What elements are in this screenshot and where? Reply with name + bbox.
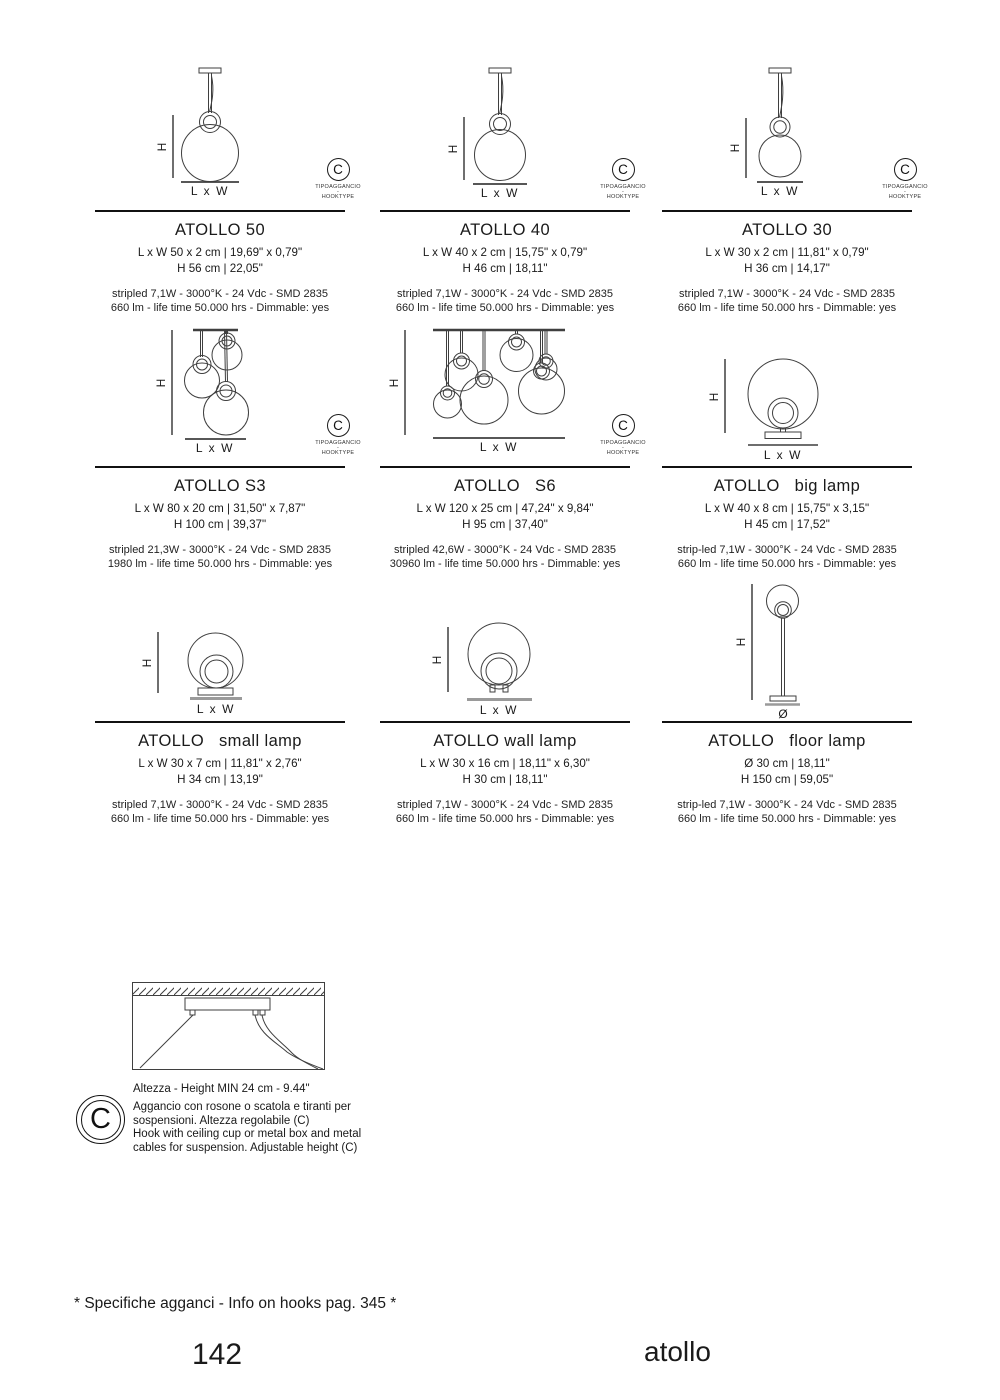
product-dimensions: L x W 30 x 16 cm | 18,11" x 6,30" H 30 cm | 18,11" (420, 757, 590, 786)
h-dim-label: H (387, 378, 401, 388)
hook-type-badge: C TIPOAGGANCIO - HOOKTYPE (585, 158, 661, 200)
hook-label: TIPOAGGANCIO (315, 184, 361, 190)
product-cell-atollo-s3 (95, 316, 361, 571)
product-specs: stripled 21,3W - 3000°K - 24 Vdc - SMD 2835 1980 lm - life time 50.000 hrs - Dimmable: yes (107, 544, 333, 570)
section-divider (662, 466, 912, 468)
atollo-floor-lamp-drawing (662, 581, 912, 721)
height-min-note: Altezza - Height MIN 24 cm - 9.44" (133, 1083, 310, 1095)
product-cell-atollo-big-lamp (662, 316, 912, 571)
product-dimensions: L x W 120 x 25 cm | 47,24" x 9,84" H 95 cm | 37,40" (416, 502, 594, 531)
h-dim-label: H (140, 658, 154, 668)
product-title: ATOLLO big lamp (713, 477, 861, 495)
hook-type-badge: C TIPOAGGANCIO - HOOKTYPE (867, 158, 943, 200)
diameter-dim-label: Ø (778, 707, 788, 721)
section-divider (662, 210, 912, 212)
product-title: ATOLLO 30 (741, 221, 833, 239)
product-cell-atollo-40 (380, 60, 646, 315)
product-dimensions: L x W 50 x 2 cm | 19,69" x 0,79" H 56 cm | 22,05" (137, 246, 303, 275)
h-dim-label: H (430, 655, 444, 665)
product-cell-atollo-30 (662, 60, 928, 315)
h-dim-label: H (707, 392, 721, 402)
lxw-dim-label: L x W (479, 703, 519, 717)
hook-description-en: Hook with ceiling cup or metal box and metal cables for suspension. Adjustable height (C) (133, 1128, 362, 1155)
product-specs: stripled 7,1W - 3000°K - 24 Vdc - SMD 2835 660 lm - life time 50.000 hrs - Dimmable: yes (395, 799, 615, 825)
lxw-dim-label: L x W (195, 441, 235, 455)
hook-type-badge: C TIPOAGGANCIO - HOOKTYPE (300, 158, 376, 200)
atollo-wall-lamp-drawing (380, 581, 630, 721)
section-divider (95, 466, 345, 468)
product-dimensions: L x W 30 x 7 cm | 11,81" x 2,76" H 34 cm | 13,19" (138, 757, 302, 786)
ceiling-mount-diagram (132, 982, 325, 1070)
product-dimensions: L x W 30 x 2 cm | 11,81" x 0,79" H 36 cm | 14,17" (705, 246, 869, 275)
hook-c-icon: C (894, 158, 917, 181)
brand-name: atollo (644, 1336, 711, 1367)
section-divider (380, 210, 630, 212)
hook-type-badge: C TIPOAGGANCIO - HOOKTYPE (585, 414, 661, 456)
product-specs: strip-led 7,1W - 3000°K - 24 Vdc - SMD 2835 660 lm - life time 50.000 hrs - Dimmable: yes (677, 544, 897, 570)
product-specs: stripled 7,1W - 3000°K - 24 Vdc - SMD 2835 660 lm - life time 50.000 hrs - Dimmable: yes (395, 288, 615, 314)
product-specs: stripled 7,1W - 3000°K - 24 Vdc - SMD 2835 660 lm - life time 50.000 hrs - Dimmable: yes (110, 288, 330, 314)
lxw-dim-label: L x W (760, 184, 800, 198)
product-specs: stripled 7,1W - 3000°K - 24 Vdc - SMD 2835 660 lm - life time 50.000 hrs - Dimmable: yes (110, 799, 330, 825)
product-dimensions: L x W 40 x 8 cm | 15,75" x 3,15" H 45 cm | 17,52" (704, 502, 870, 531)
atollo-small-lamp-drawing (95, 581, 345, 721)
product-specs: stripled 42,6W - 3000°K - 24 Vdc - SMD 2835 30960 lm - life time 50.000 hrs - Dimmable: yes (389, 544, 621, 570)
product-cell-atollo-50 (95, 60, 361, 315)
product-cell-atollo-wall-lamp (380, 581, 630, 826)
h-dim-label: H (446, 144, 460, 154)
section-divider (95, 721, 345, 723)
product-title: ATOLLO small lamp (138, 732, 302, 750)
hook-c-icon: C (327, 414, 350, 437)
product-title: ATOLLO S6 (454, 477, 556, 495)
hook-type-badge: C TIPOAGGANCIO - HOOKTYPE (300, 414, 376, 456)
product-cell-atollo-floor-lamp (662, 581, 912, 826)
section-divider (380, 721, 630, 723)
h-dim-label: H (155, 142, 169, 152)
hook-description (133, 1101, 381, 1156)
section-divider (380, 466, 630, 468)
lxw-dim-label: L x W (196, 702, 236, 716)
hook-c-icon: C (612, 414, 635, 437)
product-title: ATOLLO 50 (174, 221, 266, 239)
hook-description-it: Aggancio con rosone o scatola e tiranti per sospensioni. Altezza regolabile (C) (133, 1101, 351, 1127)
lxw-dim-label: L x W (479, 440, 519, 454)
lxw-dim-label: L x W (480, 186, 520, 200)
product-specs: strip-led 7,1W - 3000°K - 24 Vdc - SMD 2835 660 lm - life time 50.000 hrs - Dimmable: yes (677, 799, 897, 825)
section-divider (95, 210, 345, 212)
product-title: ATOLLO wall lamp (433, 732, 577, 750)
hook-c-icon: C (327, 158, 350, 181)
section-divider (662, 721, 912, 723)
product-dimensions: Ø 30 cm | 18,11" H 150 cm | 59,05" (740, 757, 834, 786)
product-specs: stripled 7,1W - 3000°K - 24 Vdc - SMD 2835 660 lm - life time 50.000 hrs - Dimmable: yes (677, 288, 897, 314)
atollo-big-lamp-drawing (662, 316, 912, 466)
product-title: ATOLLO S3 (174, 477, 266, 495)
hook-c-icon: C (612, 158, 635, 181)
h-dim-label: H (734, 637, 748, 647)
hook-c-icon-large: C (76, 1095, 125, 1144)
lxw-dim-label: L x W (763, 448, 803, 462)
product-cell-atollo-small-lamp (95, 581, 345, 826)
h-dim-label: H (154, 378, 168, 388)
product-title: ATOLLO floor lamp (708, 732, 866, 750)
product-dimensions: L x W 80 x 20 cm | 31,50" x 7,87" H 100 cm | 39,37" (134, 502, 306, 531)
page-number: 142 (192, 1338, 243, 1371)
product-title: ATOLLO 40 (459, 221, 551, 239)
lxw-dim-label: L x W (190, 184, 230, 198)
h-dim-label: H (728, 143, 742, 153)
product-dimensions: L x W 40 x 2 cm | 15,75" x 0,79" H 46 cm | 18,11" (422, 246, 588, 275)
product-cell-atollo-s6 (380, 316, 646, 571)
hooks-footnote: * Specifiche agganci - Info on hooks pag. 345 * (74, 1295, 397, 1312)
